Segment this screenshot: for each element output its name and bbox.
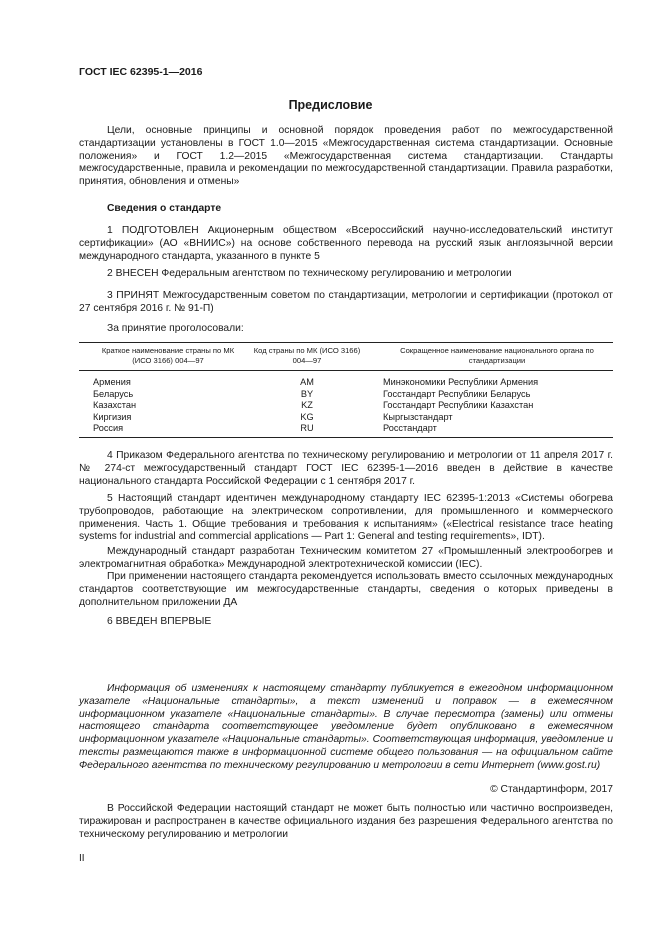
table-cell: Госстандарт Республики Казахстан bbox=[383, 400, 534, 411]
table-cell: RU bbox=[245, 423, 369, 437]
table-header-code: Код страны по МК (ИСО 3166) 004—97 bbox=[245, 343, 369, 371]
table-cell: BY bbox=[300, 388, 314, 399]
item-2: 2 ВНЕСЕН Федеральным агентством по техническому регулированию и метрологии bbox=[107, 268, 512, 279]
table-row bbox=[79, 412, 613, 424]
table-cell: Росстандарт bbox=[369, 423, 613, 437]
table-cell: Киргизия bbox=[93, 411, 132, 422]
item-6: 6 ВВЕДЕН ВПЕРВЫЕ bbox=[107, 616, 212, 627]
page-title: Предисловие bbox=[288, 98, 373, 112]
intro-paragraph: Цели, основные принципы и основной порядок проведения работ по межгосударственной стандартизации установлены в ГОСТ 1.0—2015 «Межгосударственная система стандартизации. Основные положения» и ГОСТ 1.2—2015 «Межгосударственная система стандартизации. Стандарты межгосударственные, правила и рекомендации по межгосударственной стандартизации. Правила разработки, принятия, обновления и отмены» bbox=[79, 125, 613, 188]
table-header-row bbox=[79, 343, 613, 371]
voting-table bbox=[79, 342, 613, 438]
item-5: 5 Настоящий стандарт идентичен международному стандарту IEC 62395-1:2013 «Системы обогрева трубопроводов, работающие на электрическом сопротивлении, для промышленного и коммерческого применения. Часть 1. Общие требования и требования к испытаниям» («Electrical resistance trace heating systems for industrial and commercial applications — Part 1: General and testing requirements», IDT). bbox=[79, 493, 613, 543]
table-header-country: Краткое наименование страны по МК (ИСО 3166) 004—97 bbox=[79, 343, 245, 371]
item-1: 1 ПОДГОТОВЛЕН Акционерным обществом «Всероссийский научно-исследовательский институт сертификации» (АО «ВНИИС») на основе собственного перевода на русский язык англоязычной версии международного стандарта, указанного в пункте 5 bbox=[79, 225, 613, 262]
table-cell: Казахстан bbox=[93, 400, 137, 411]
voted-label: За принятие проголосовали: bbox=[107, 323, 244, 334]
page-number: II bbox=[79, 853, 85, 864]
item-3: 3 ПРИНЯТ Межгосударственным советом по стандартизации, метрологии и сертификации (протокол от 27 сентября 2016 г. № 91-П) bbox=[79, 290, 613, 314]
table-row bbox=[79, 400, 613, 412]
rights-paragraph: В Российской Федерации настоящий стандарт не может быть полностью или частично воспроизведен, тиражирован и распространен в качестве официального издания без разрешения Федерального агентства по техническому регулированию и метрологии bbox=[79, 803, 613, 840]
copyright-line: © Стандартинформ, 2017 bbox=[490, 784, 613, 795]
table-cell: AM bbox=[300, 377, 314, 387]
table-header-authority: Сокращенное наименование национального органа по стандартизации bbox=[369, 343, 613, 371]
table-cell: Беларусь bbox=[93, 388, 134, 399]
table-cell: KG bbox=[300, 411, 314, 422]
changes-notice: Информация об изменениях к настоящему стандарту публикуется в ежегодном информационном указателе «Национальные стандарты», а текст изменений и поправок — в ежемесячном информационном указателе «Национальные стандарты». В случае пересмотра (замены) или отмены настоящего стандарта соответствующее уведомление будет опубликовано в ежемесячном информационном указателе «Национальные стандарты». Соответствующая информация, уведомление и тексты размещаются также в информационной системе общего пользования — на официальном сайте Федерального агентства по техническому регулированию и метрологии в сети Интернет (www.gost.ru) bbox=[79, 683, 613, 771]
table-cell: Армения bbox=[93, 377, 131, 387]
table-row bbox=[79, 371, 613, 389]
table-row bbox=[79, 389, 613, 401]
item-5-references: При применении настоящего стандарта рекомендуется использовать вместо ссылочных международных стандартов соответствующие им межгосударственные стандарты, сведения о которых приведены в дополнительном приложении ДА bbox=[79, 571, 613, 608]
table-cell: KZ bbox=[301, 400, 313, 411]
item-4: 4 Приказом Федерального агентства по техническому регулированию и метрологии от 11 апреля 2017 г. № 274-ст межгосударственный стандарт ГОСТ IEC 62395-1—2016 введен в действие в качестве национального стандарта Российской Федерации с 1 сентября 2017 г. bbox=[79, 450, 613, 487]
table-cell: Кыргызстандарт bbox=[383, 411, 453, 422]
info-heading: Сведения о стандарте bbox=[107, 203, 222, 214]
table-cell: Россия bbox=[79, 423, 245, 437]
table-cell: Минэкономики Республики Армения bbox=[383, 377, 539, 387]
table-row bbox=[79, 423, 613, 437]
table-cell: Госстандарт Республики Беларусь bbox=[383, 388, 531, 399]
item-5-committee: Международный стандарт разработан Техническим комитетом 27 «Промышленный электрообогрев и электромагнитная обработка» Международной электротехнической комиссии (IEC). bbox=[79, 546, 613, 570]
document-header: ГОСТ IEC 62395-1—2016 bbox=[79, 66, 203, 78]
